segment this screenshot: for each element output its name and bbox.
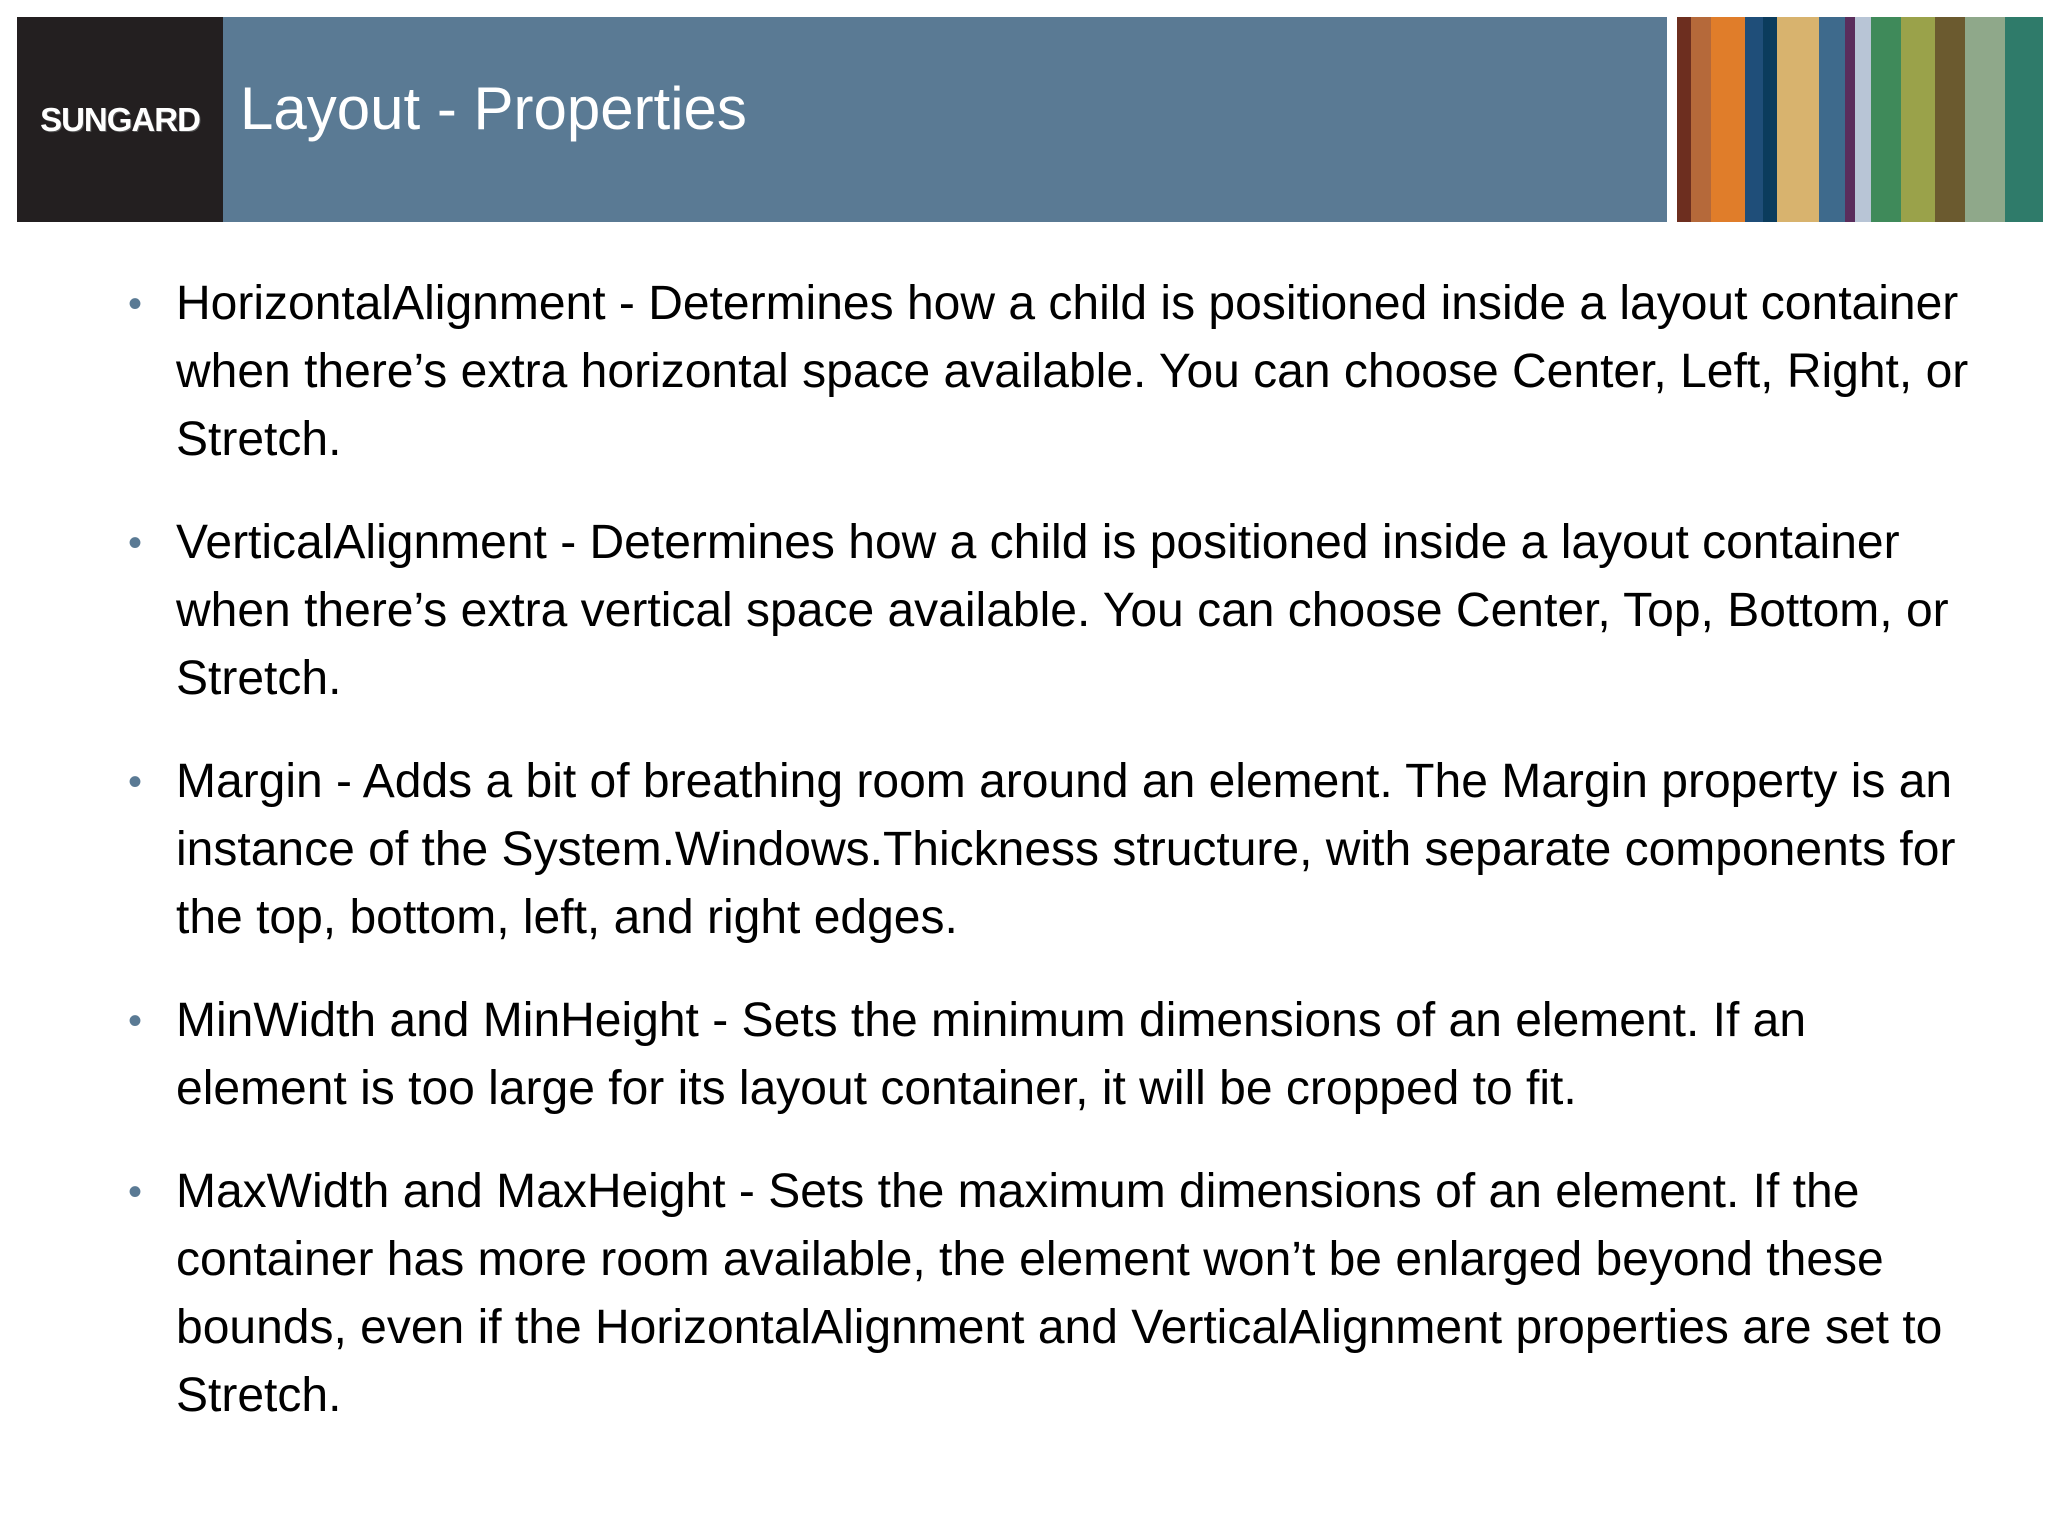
stripe: [2005, 17, 2043, 222]
stripe: [1935, 17, 1965, 222]
stripe: [1819, 17, 1845, 222]
stripe: [1745, 17, 1763, 222]
bullet-icon: •: [128, 521, 143, 565]
list-item: [120, 987, 1980, 1123]
bullet-text: Margin - Adds a bit of breathing room around an element. The Margin property is an instance of the System.Windows.Thickness structure, with separate components for the top, bottom, left, and right edges.: [176, 755, 1956, 944]
logo-box: [17, 17, 223, 222]
title-band: [223, 17, 1667, 222]
bullet-icon: •: [128, 282, 143, 326]
bullet-text: HorizontalAlignment - Determines how a child is positioned inside a layout container when there’s extra horizontal space available. You can choose Center, Left, Right, or Stretch.: [176, 277, 1969, 466]
slide-title: Layout - Properties: [240, 75, 747, 142]
stripe: [1901, 17, 1935, 222]
stripe: [1855, 17, 1871, 222]
stripe: [1763, 17, 1777, 222]
bullet-icon: •: [128, 760, 143, 804]
slide-header: [17, 17, 2043, 222]
stripe: [1871, 17, 1901, 222]
sungard-logo: SUNGARD: [40, 100, 200, 138]
bullet-list: [120, 270, 1980, 1465]
stripe: [1711, 17, 1745, 222]
stripe: [1965, 17, 2005, 222]
bullet-icon: •: [128, 999, 143, 1043]
stripe: [1777, 17, 1819, 222]
bullet-text: VerticalAlignment - Determines how a child is positioned inside a layout container when there’s extra vertical space available. You can choose Center, Top, Bottom, or Stretch.: [176, 516, 1949, 705]
stripe: [1667, 17, 1677, 222]
stripe: [1677, 17, 1691, 222]
list-item: [120, 270, 1980, 474]
bullet-icon: •: [128, 1170, 143, 1214]
list-item: [120, 748, 1980, 952]
stripe: [1691, 17, 1711, 222]
bullet-text: MinWidth and MinHeight - Sets the minimum dimensions of an element. If an element is too large for its layout container, it will be cropped to fit.: [176, 994, 1807, 1115]
bullet-text: MaxWidth and MaxHeight - Sets the maximum dimensions of an element. If the container has more room available, the element won’t be enlarged beyond these bounds, even if the HorizontalAlignment and VerticalAlignment properties are set to Stretch.: [176, 1165, 1943, 1422]
decorative-stripes: [1667, 17, 2043, 222]
stripe: [1845, 17, 1855, 222]
list-item: [120, 1158, 1980, 1430]
list-item: [120, 509, 1980, 713]
